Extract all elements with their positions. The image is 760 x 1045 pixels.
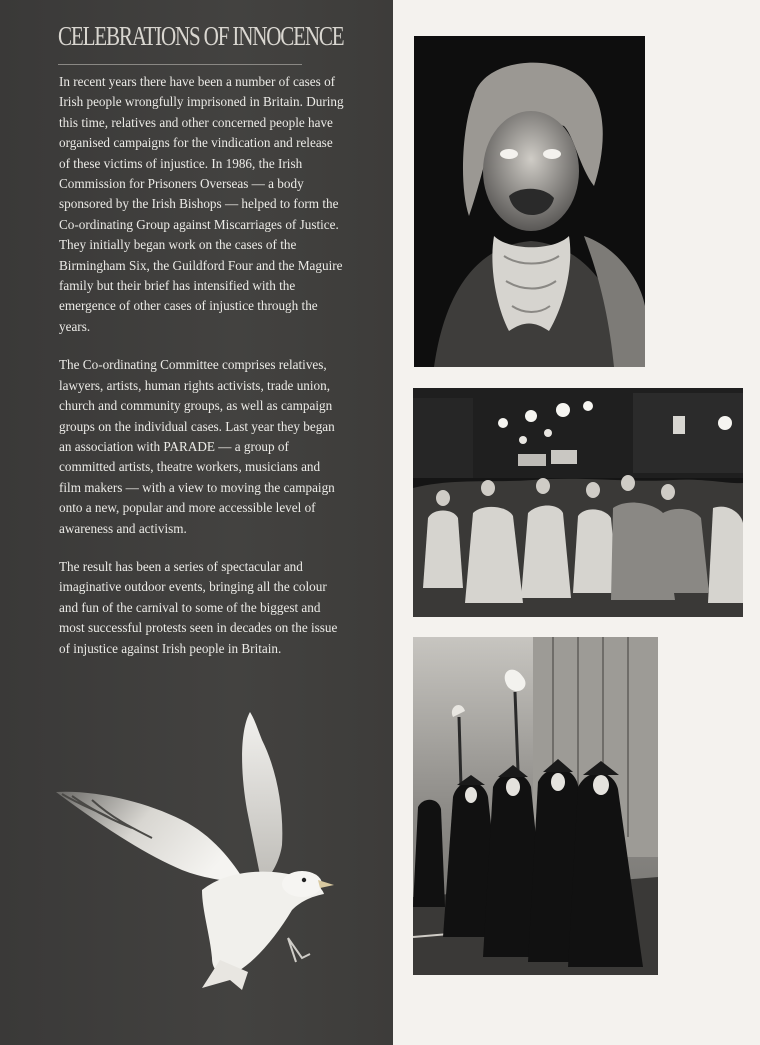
photo-masked-figures bbox=[413, 637, 658, 975]
paragraph-committee: The Co-ordinating Committee comprises relatives, lawyers, artists, human rights activists, trade union, church and community groups, as well as campaign groups on the individual cases. Last year they began an association with PARADE — a group of committed artists, theatre workers, musicians and film makers — with a view to moving the campaign onto a new, popular and more accessible level of awareness and activism. bbox=[59, 357, 335, 536]
page-title: CELEBRATIONS OF INNOCENCE bbox=[58, 21, 344, 51]
photo-street-parade bbox=[413, 388, 743, 617]
paragraph-intro: In recent years there have been a number of cases of Irish people wrongfully imprisoned in Britain. During this time, relatives and other concerned people have organised campaigns for the vindication and release of these victims of injustice. In 1986, the Irish Commission for Prisoners Overseas — a body sponsored by the Irish Bishops — helped to form the Co-ordinating Group against Miscarriages of Justice. They initially began work on the cases of the Birmingham Six, the Guildford Four and the Maguire family but their brief has intensified with the emergence of other cases of injustice through the years. bbox=[59, 74, 344, 334]
seagull-illustration bbox=[52, 710, 342, 995]
photo-judge-performer bbox=[414, 36, 645, 367]
paragraph-result: The result has been a series of spectacular and imaginative outdoor events, bringing all the colour and fun of the carnival to some of the biggest and most successful protests seen in decades on the issue of injustice against Irish people in Britain. bbox=[59, 558, 338, 656]
article-body bbox=[59, 72, 344, 677]
title-rule bbox=[58, 64, 302, 65]
